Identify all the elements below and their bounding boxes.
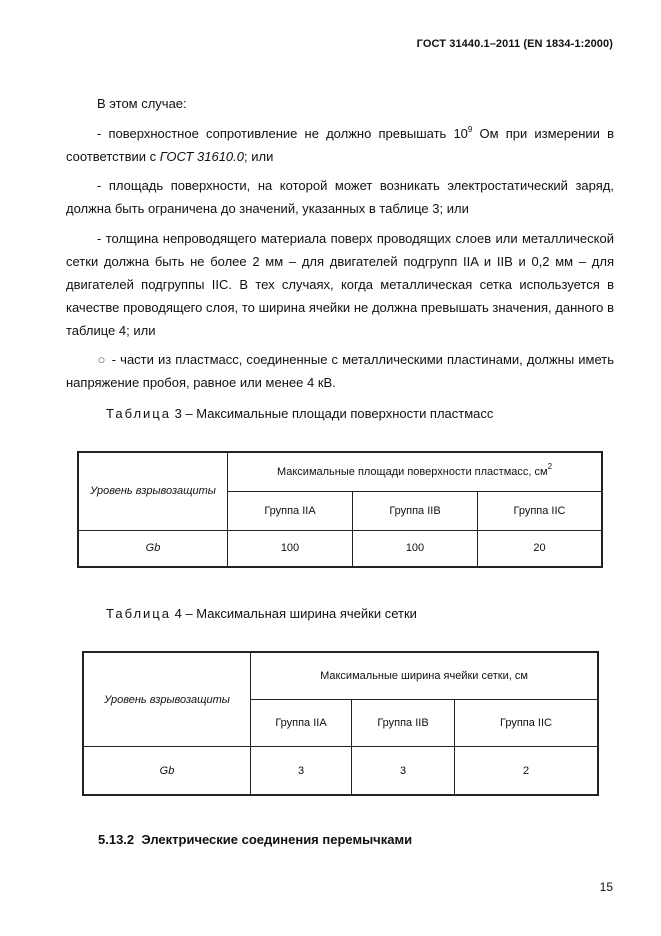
item-surface-area [66, 174, 614, 220]
intro-paragraph [66, 92, 614, 115]
table4-cell: 3 [251, 747, 352, 795]
item-nonconductive-thickness [66, 227, 614, 342]
item2-text: - площадь поверхности, на которой может возникать электростатический заряд, должна быть ограничена до значений, указанных в таблице 3; или [66, 178, 614, 216]
table3-row-label: Gb [78, 530, 228, 567]
item1-text-end: ; или [244, 149, 274, 164]
table4-col-header: Группа IIC [455, 699, 599, 746]
table4 [82, 651, 599, 796]
table3-unit-exponent: 2 [547, 461, 553, 471]
table4-caption-word: Таблица [106, 606, 171, 621]
table4-cell: 3 [352, 747, 455, 795]
document-header: ГОСТ 31440.1–2011 (EN 1834-1:2000) [416, 38, 613, 50]
table3-group-header-text: Максимальные площади поверхности пластмасс, см [276, 465, 548, 478]
item-surface-resistance [66, 122, 614, 168]
page-number: 15 [599, 880, 613, 894]
table4-group-header: Максимальные ширина ячейки сетки, см [251, 652, 599, 699]
item1-text-start: - поверхностное сопротивление не должно превышать 10 [97, 126, 468, 141]
table4-row-header: Уровень взрывозащиты [83, 652, 251, 747]
item1-text-mid: Ом при измерении в соответствии с [66, 126, 614, 164]
table3-cell: 100 [228, 530, 353, 567]
table3-col-header: Группа IIC [478, 491, 603, 530]
table3 [77, 451, 603, 568]
table3-col-header: Группа IIA [228, 491, 353, 530]
table3-caption [106, 406, 493, 421]
table4-col-header: Группа IIB [352, 699, 455, 746]
section-heading [98, 832, 412, 847]
bullet-circle-icon: ○ [97, 352, 106, 367]
table4-col-header: Группа IIA [251, 699, 352, 746]
item3-text: - толщина непроводящего материала поверх проводящих слоев или металлической сетки должна быть не более 2 мм – для двигателей подгрупп IIA и IIB и 0,2 мм – для двигателей подгруппы IIC. В тех случаях, когда металлическая сетка используется в качестве проводящего слоя, то ширина ячейки не должна превышать значения, данного в таблице 4; или [66, 231, 614, 338]
table4-cell: 2 [455, 747, 599, 795]
table3-caption-text: 3 – Максимальные площади поверхности пластмасс [170, 406, 494, 421]
item-plastic-parts [66, 348, 614, 394]
section-number: 5.13.2 [98, 832, 135, 847]
table3-cell: 20 [478, 530, 603, 567]
table3-caption-word: Таблица [106, 406, 171, 421]
item1-exponent: 9 [467, 125, 473, 134]
table3-row-header: Уровень взрывозащиты [78, 452, 228, 530]
table3-cell: 100 [353, 530, 478, 567]
item4-text: - части из пластмасс, соединенные с металлическими пластинами, должны иметь напряжение пробоя, равное или менее 4 кВ. [66, 352, 614, 390]
table4-row-label: Gb [83, 747, 251, 795]
table3-col-header: Группа IIB [353, 491, 478, 530]
item1-standard-reference: ГОСТ 31610.0 [159, 149, 245, 164]
table4-caption-text: 4 – Максимальная ширина ячейки сетки [170, 606, 417, 621]
table4-caption [106, 606, 417, 621]
section-title: Электрические соединения перемычками [141, 832, 413, 847]
table3-group-header [228, 452, 603, 491]
intro-text: В этом случае: [97, 96, 187, 111]
